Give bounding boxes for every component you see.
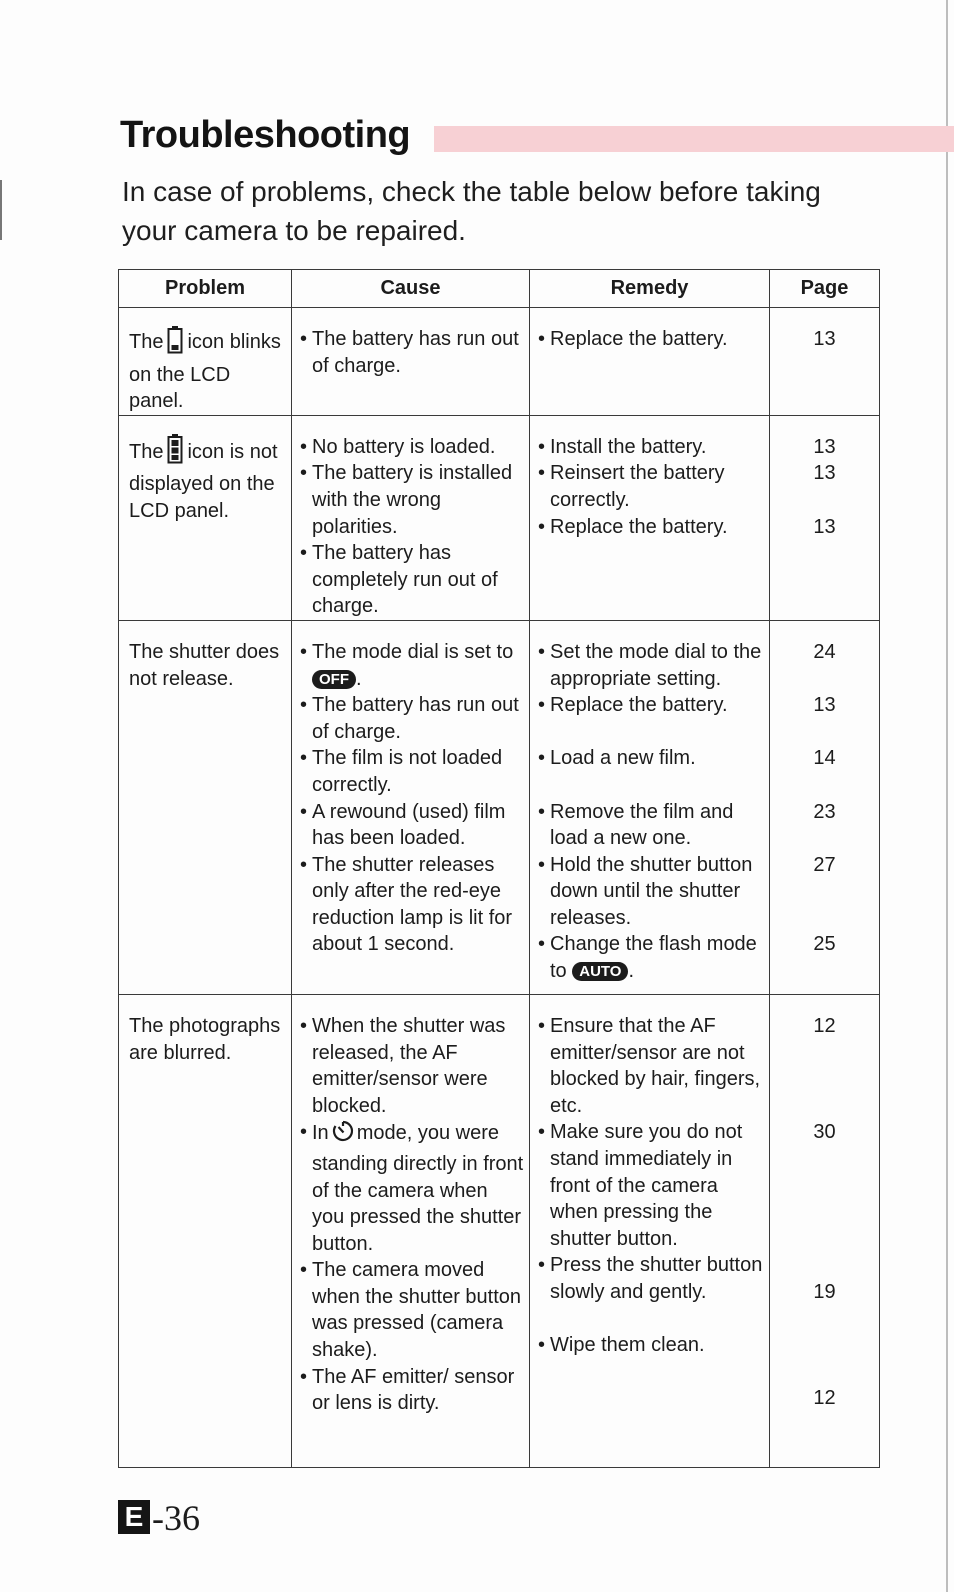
remedy-cell [530, 994, 770, 1467]
remedy-item: • Replace the battery. [538, 694, 728, 717]
off-mode-badge: OFF [312, 670, 356, 689]
cause-item: • The battery is installed with the wrong polarities. [300, 462, 513, 538]
page-ref: 12 [813, 1014, 836, 1037]
page-number-text: -36 [152, 1498, 200, 1538]
cause-item: • The battery has completely run out of charge. [300, 542, 498, 618]
cause-item: • The battery has run out of charge. [300, 328, 519, 377]
cause-item: • A rewound (used) film has been loaded. [300, 800, 506, 850]
remedy-item: • Ensure that the AF emitter/sensor are not blocked by hair, fingers, etc. [538, 1014, 761, 1117]
page-ref: 24 [813, 640, 836, 663]
page-ref: 30 [813, 1121, 836, 1144]
page-ref: 12 [813, 1387, 836, 1410]
intro-text: In case of problems, check the table below before taking your camera to be repaired. [122, 176, 821, 246]
remedy-item: • Set the mode dial to the appropriate setting. [538, 640, 762, 690]
remedy-item: • Load a new film. [538, 747, 696, 770]
page-edge [0, 180, 2, 240]
remedy-item: • Install the battery. [538, 435, 707, 458]
cause-item: • The camera moved when the shutter button was pressed (camera shake). [300, 1259, 522, 1362]
remedy-item: • Replace the battery. [538, 515, 728, 538]
problem-cell [119, 994, 292, 1467]
cause-cell [292, 308, 530, 416]
problem-text: The [129, 331, 164, 353]
page-ref: 13 [813, 515, 836, 538]
title-accent-bar [434, 126, 954, 152]
problem-text: The [129, 440, 164, 463]
cause-cell [292, 994, 530, 1467]
self-timer-icon [331, 1119, 355, 1151]
page-ref: 13 [813, 462, 836, 485]
remedy-item: • Wipe them clean. [538, 1334, 705, 1357]
table-row [119, 994, 880, 1467]
page-title: Troubleshooting [120, 114, 411, 156]
remedy-item: • Replace the battery. [538, 328, 728, 350]
cause-cell [292, 620, 530, 994]
table-row [119, 308, 880, 416]
header-problem: Problem [119, 270, 292, 308]
remedy-item: • Change the flash mode to AUTO . [538, 933, 757, 983]
remedy-cell [530, 620, 770, 994]
remedy-cell [530, 308, 770, 416]
cause-item: • The film is not loaded correctly. [300, 747, 503, 796]
remedy-item: • Remove the film and load a new one. [538, 800, 734, 850]
page-ref: 13 [813, 694, 836, 717]
problem-text: The shutter does not release. [129, 640, 280, 690]
remedy-item: • Reinsert the battery correctly. [538, 462, 725, 511]
cause-cell [292, 415, 530, 620]
title-row [120, 112, 954, 162]
problem-cell [119, 415, 292, 620]
cause-item: • The mode dial is set to OFF . [300, 640, 514, 690]
page-ref: 19 [813, 1280, 836, 1303]
problem-text: The photographs are blurred. [129, 1014, 281, 1064]
page-edge [946, 0, 948, 1592]
page-ref: 23 [813, 800, 836, 823]
cause-item: • No battery is loaded. [300, 435, 496, 458]
auto-mode-badge: AUTO [572, 962, 628, 981]
problem-text: icon is not displayed on the LCD panel. [129, 440, 278, 522]
page-number [118, 1500, 200, 1540]
section-marker: E [118, 1500, 150, 1534]
battery-full-icon [167, 434, 183, 472]
remedy-cell [530, 415, 770, 620]
page-ref: 13 [813, 328, 836, 350]
cause-item: • The shutter releases only after the red-eye reduction lamp is lit for about 1 second. [300, 853, 513, 956]
problem-cell [119, 308, 292, 416]
page-cell [770, 994, 880, 1467]
cause-item: • In mode, you were standing directly in front of the camera when you pressed the shutter button. [300, 1121, 524, 1255]
page-cell [770, 415, 880, 620]
troubleshooting-table [118, 269, 880, 1468]
remedy-item: • Press the shutter button slowly and gently. [538, 1254, 763, 1303]
table-row [119, 415, 880, 620]
header-remedy: Remedy [530, 270, 770, 308]
page-cell [770, 308, 880, 416]
problem-text: icon blinks on the LCD panel. [129, 331, 281, 413]
problem-cell [119, 620, 292, 994]
battery-low-icon [167, 326, 183, 362]
header-page: Page [770, 270, 880, 308]
page-cell [770, 620, 880, 994]
cause-item: • The AF emitter/ sensor or lens is dirty. [300, 1365, 515, 1415]
page-ref: 27 [813, 853, 836, 876]
page-ref: 14 [813, 747, 836, 770]
remedy-item: • Hold the shutter button down until the shutter releases. [538, 853, 753, 929]
page-ref: 13 [813, 435, 836, 458]
table-header-row [119, 270, 880, 308]
cause-item: • The battery has run out of charge. [300, 694, 519, 743]
remedy-item: • Make sure you do not stand immediately in front of the camera when pressing the shutter button. [538, 1121, 743, 1250]
cause-item: • When the shutter was released, the AF emitter/sensor were blocked. [300, 1014, 506, 1117]
header-cause: Cause [292, 270, 530, 308]
table-row [119, 620, 880, 994]
page-ref: 25 [813, 933, 836, 956]
